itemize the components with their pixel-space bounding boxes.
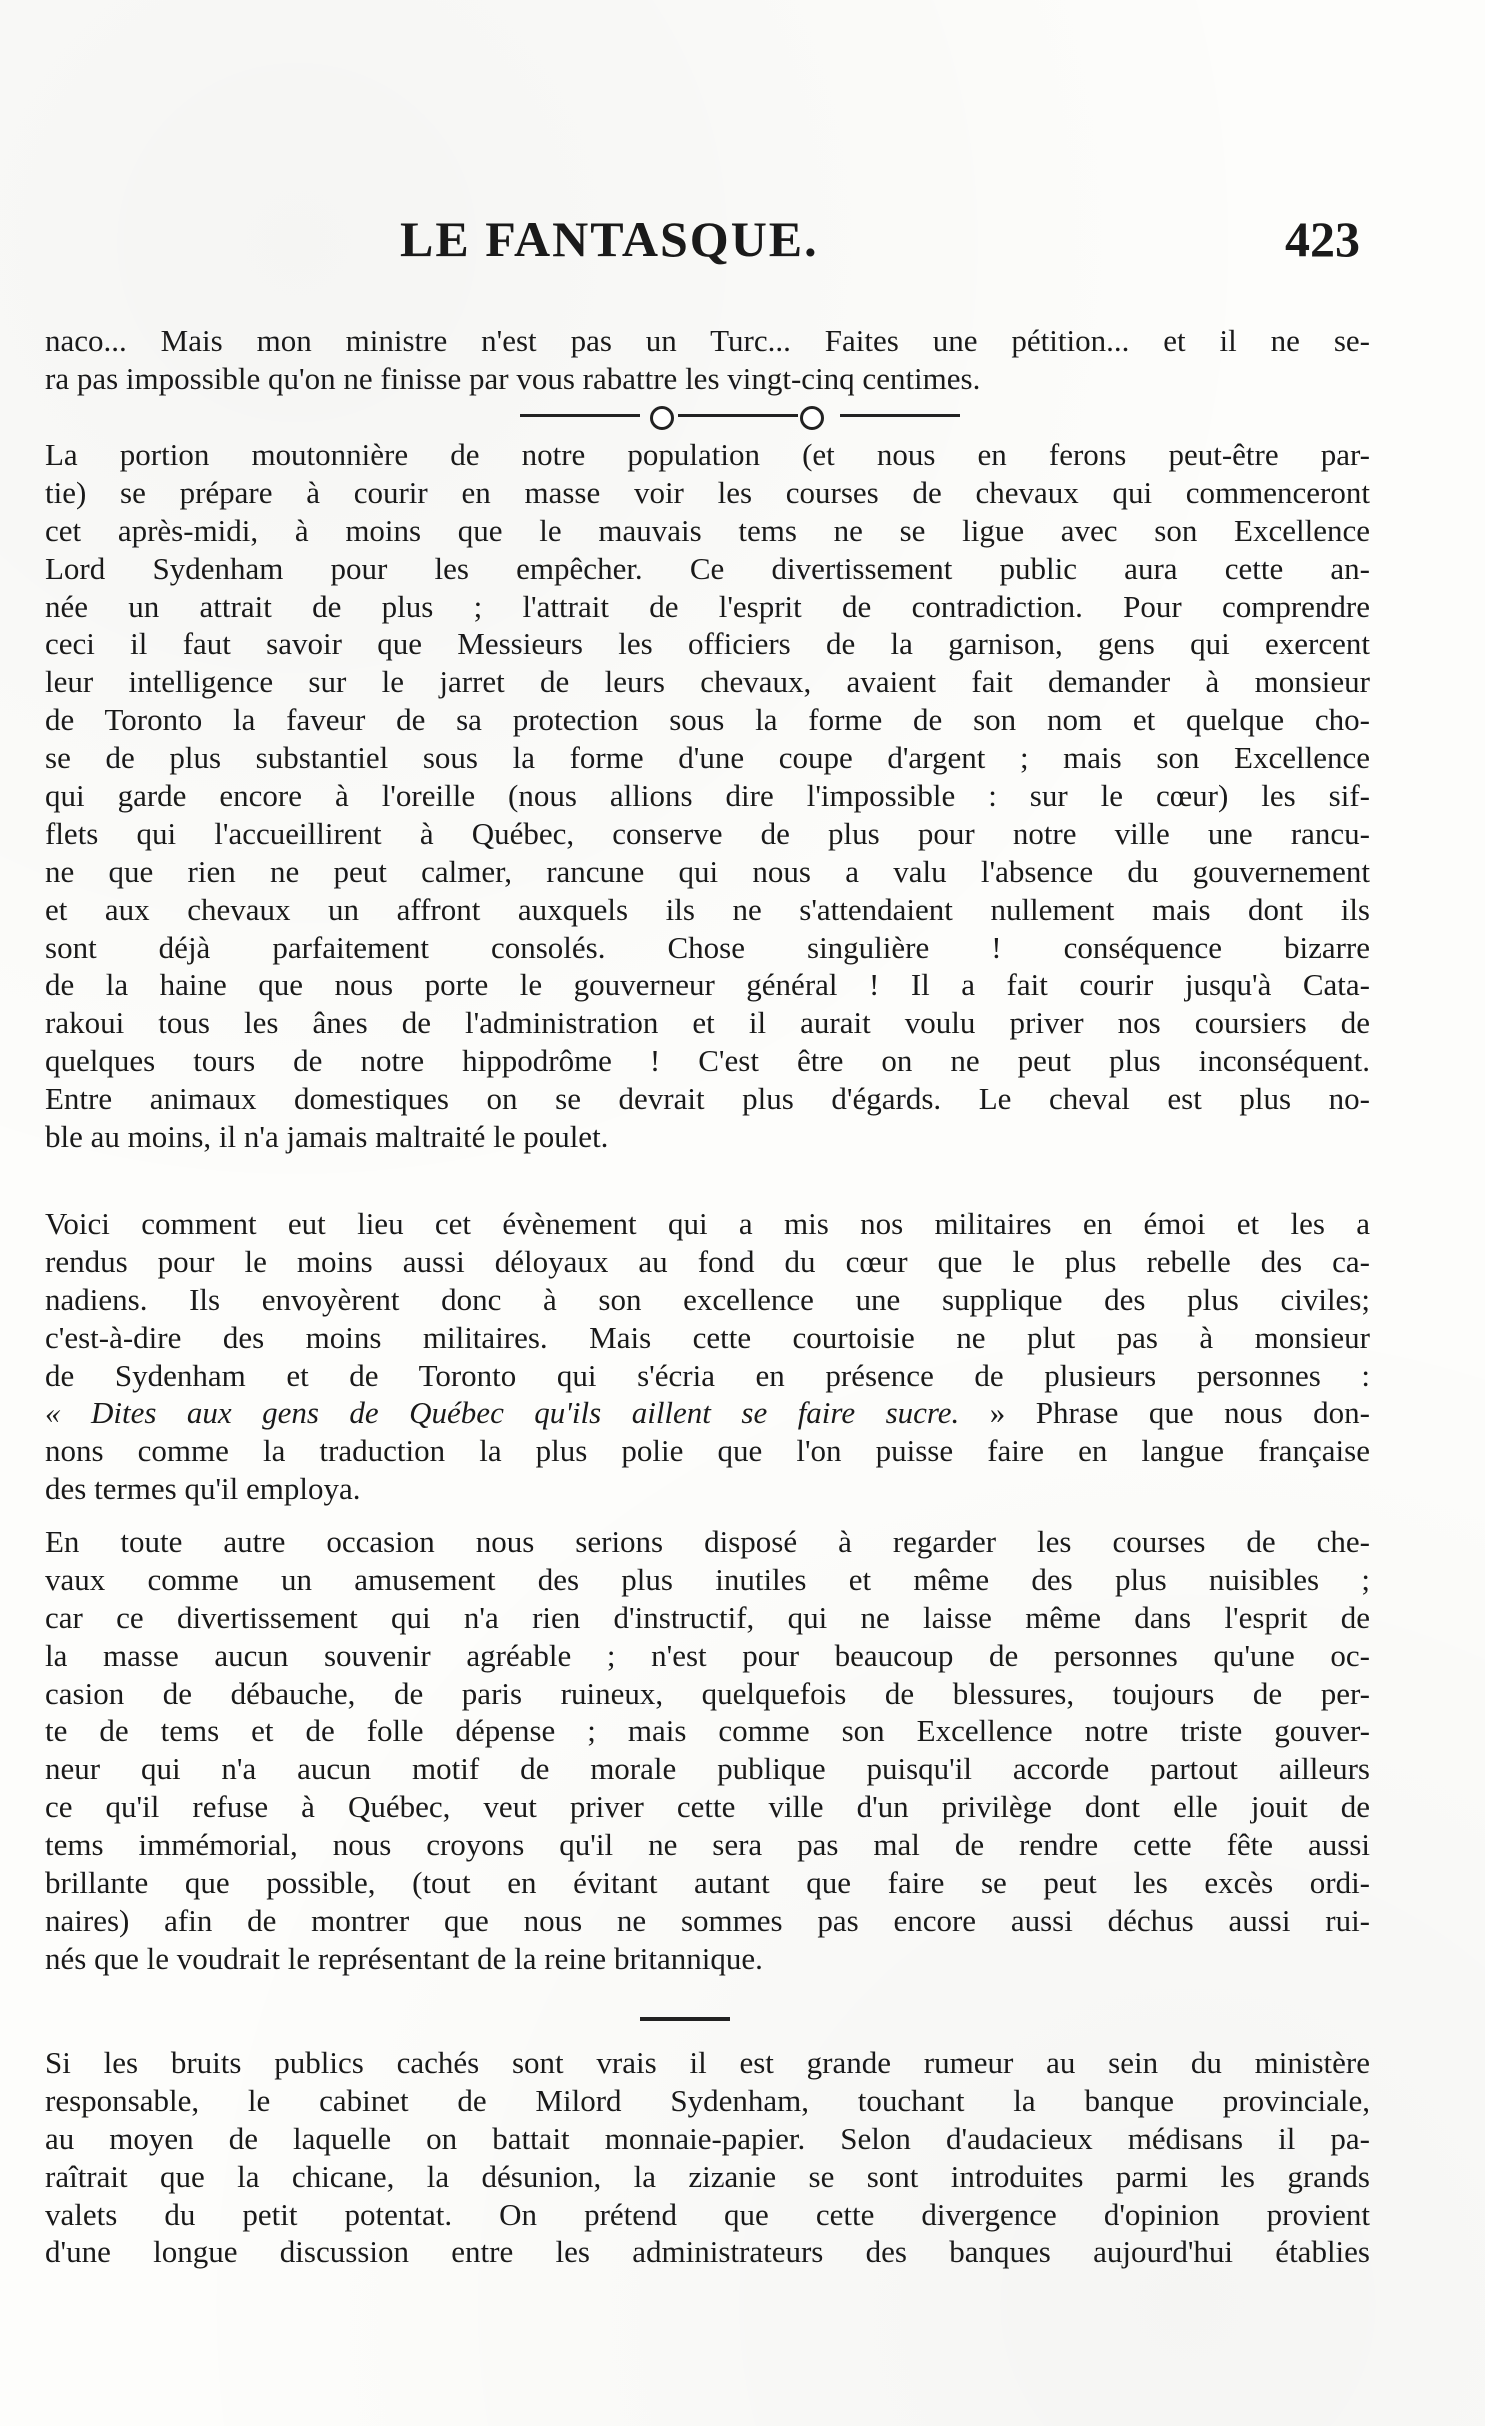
text-line: cet après-midi, à moins que le mauvais tems ne se ligue avec son Excellence xyxy=(45,512,1370,548)
text-line: nés que le voudrait le représentant de la reine britannique. xyxy=(45,1940,763,1976)
text-line: rakoui tous les ânes de l'administration et il aurait voulu priver nos coursiers de xyxy=(45,1005,1370,1041)
text-line-quote: « Dites aux gens de Québec qu'ils aillent se faire sucre. » Phrase que nous don- xyxy=(45,1395,1370,1431)
text-line: vaux comme un amusement des plus inutiles et même des plus nuisibles ; xyxy=(45,1561,1370,1597)
paragraph-continued xyxy=(45,322,1370,398)
paragraph-rumeur xyxy=(45,2044,1370,2271)
text-line: car ce divertissement qui n'a rien d'instructif, qui ne laisse même dans l'esprit de xyxy=(45,1599,1370,1635)
page-header xyxy=(0,210,1485,270)
text-line: tems immémorial, nous croyons qu'il ne sera pas mal de rendre cette fête aussi xyxy=(45,1827,1370,1863)
text-line: casion de débauche, de paris ruineux, quelquefois de blessures, toujours de per- xyxy=(45,1675,1370,1711)
text-line: née un attrait de plus ; l'attrait de l'esprit de contradiction. Pour comprendre xyxy=(45,588,1370,624)
text-line: de Toronto la faveur de sa protection sous la forme de son nom et quelque cho- xyxy=(45,702,1370,738)
paragraph-occasion xyxy=(45,1523,1370,1978)
text-line: te de tems et de folle dépense ; mais comme son Excellence notre triste gouver- xyxy=(45,1713,1370,1749)
text-line: nadiens. Ils envoyèrent donc à son excellence une supplique des plus civiles; xyxy=(45,1281,1370,1317)
text-line: leur intelligence sur le jarret de leurs chevaux, avaient fait demander à monsieur xyxy=(45,664,1370,700)
paragraph-courses xyxy=(45,436,1370,1156)
text-line: tie) se prépare à courir en masse voir les courses de chevaux qui commenceront xyxy=(45,474,1370,510)
text-line: raîtrait que la chicane, la désunion, la zizanie se sont introduites parmi les grands xyxy=(45,2158,1370,2194)
text-line: Lord Sydenham pour les empêcher. Ce divertissement public aura cette an- xyxy=(45,550,1370,586)
text-line: des termes qu'il employa. xyxy=(45,1471,361,1507)
text-line: d'une longue discussion entre les administrateurs des banques aujourd'hui établies xyxy=(45,2234,1370,2270)
text-line: sont déjà parfaitement consolés. Chose singulière ! conséquence bizarre xyxy=(45,929,1370,965)
text-line: quelques tours de notre hippodrôme ! C'est être on ne peut plus inconséquent. xyxy=(45,1043,1370,1079)
text-line: valets du petit potentat. On prétend que cette divergence d'opinion provient xyxy=(45,2196,1370,2232)
text-line: Si les bruits publics cachés sont vrais il est grande rumeur au sein du ministère xyxy=(45,2045,1370,2080)
ornamental-divider xyxy=(520,404,960,428)
text-line: qui garde encore à l'oreille (nous allions dire l'impossible : sur le cœur) les sif- xyxy=(45,778,1370,814)
text-line: au moyen de laquelle on battait monnaie-papier. Selon d'audacieux médisans il pa- xyxy=(45,2120,1370,2156)
text-line: Entre animaux domestiques on se devrait plus d'égards. Le cheval est plus no- xyxy=(45,1081,1370,1117)
text-line: ce qu'il refuse à Québec, veut priver cette ville d'un privilège dont elle jouit de xyxy=(45,1789,1370,1825)
text-line: nons comme la traduction la plus polie que l'on puisse faire en langue française xyxy=(45,1433,1370,1469)
text-line: ble au moins, il n'a jamais maltraité le poulet. xyxy=(45,1119,609,1155)
text-line: ne que rien ne peut calmer, rancune qui nous a valu l'absence du gouvernement xyxy=(45,853,1370,889)
page-number: 423 xyxy=(1285,211,1360,267)
text-line: naco... Mais mon ministre n'est pas un Turc... Faites une pétition... et il ne se- xyxy=(45,323,1370,358)
text-line: ra pas impossible qu'on ne finisse par vous rabattre les vingt-cinq centimes. xyxy=(45,360,981,396)
text-line: c'est-à-dire des moins militaires. Mais cette courtoisie ne plut pas à monsieur xyxy=(45,1319,1370,1355)
section-separator-rule xyxy=(640,2017,730,2021)
text-line: naires) afin de montrer que nous ne sommes pas encore aussi déchus aussi rui- xyxy=(45,1902,1370,1938)
text-line: de la haine que nous porte le gouverneur général ! Il a fait courir jusqu'à Cata- xyxy=(45,967,1370,1003)
running-title: LE FANTASQUE. xyxy=(400,211,819,267)
text-line: La portion moutonnière de notre population (et nous en ferons peut-être par- xyxy=(45,437,1370,472)
text-line: Voici comment eut lieu cet évènement qui a mis nos militaires en émoi et les a xyxy=(45,1206,1370,1241)
text-line: et aux chevaux un affront auxquels ils ne s'attendaient nullement mais dont ils xyxy=(45,891,1370,927)
text-line: ceci il faut savoir que Messieurs les officiers de la garnison, gens qui exercent xyxy=(45,626,1370,662)
text-line: la masse aucun souvenir agréable ; n'est pour beaucoup de personnes qu'une oc- xyxy=(45,1637,1370,1673)
text-line: En toute autre occasion nous serions disposé à regarder les courses de che- xyxy=(45,1524,1370,1559)
text-line: responsable, le cabinet de Milord Sydenham, touchant la banque provinciale, xyxy=(45,2082,1370,2118)
text-line: de Sydenham et de Toronto qui s'écria en présence de plusieurs personnes : xyxy=(45,1357,1370,1393)
text-line: brillante que possible, (tout en évitant autant que faire se peut les excès ordi- xyxy=(45,1865,1370,1901)
text-line: neur qui n'a aucun motif de morale publique puisqu'il accorde partout ailleurs xyxy=(45,1751,1370,1787)
text-line: flets qui l'accueillirent à Québec, conserve de plus pour notre ville une rancu- xyxy=(45,815,1370,851)
text-line: se de plus substantiel sous la forme d'une coupe d'argent ; mais son Excellence xyxy=(45,740,1370,776)
text-line: rendus pour le moins aussi déloyaux au fond du cœur que le plus rebelle des ca- xyxy=(45,1243,1370,1279)
paragraph-evenement xyxy=(45,1205,1370,1508)
